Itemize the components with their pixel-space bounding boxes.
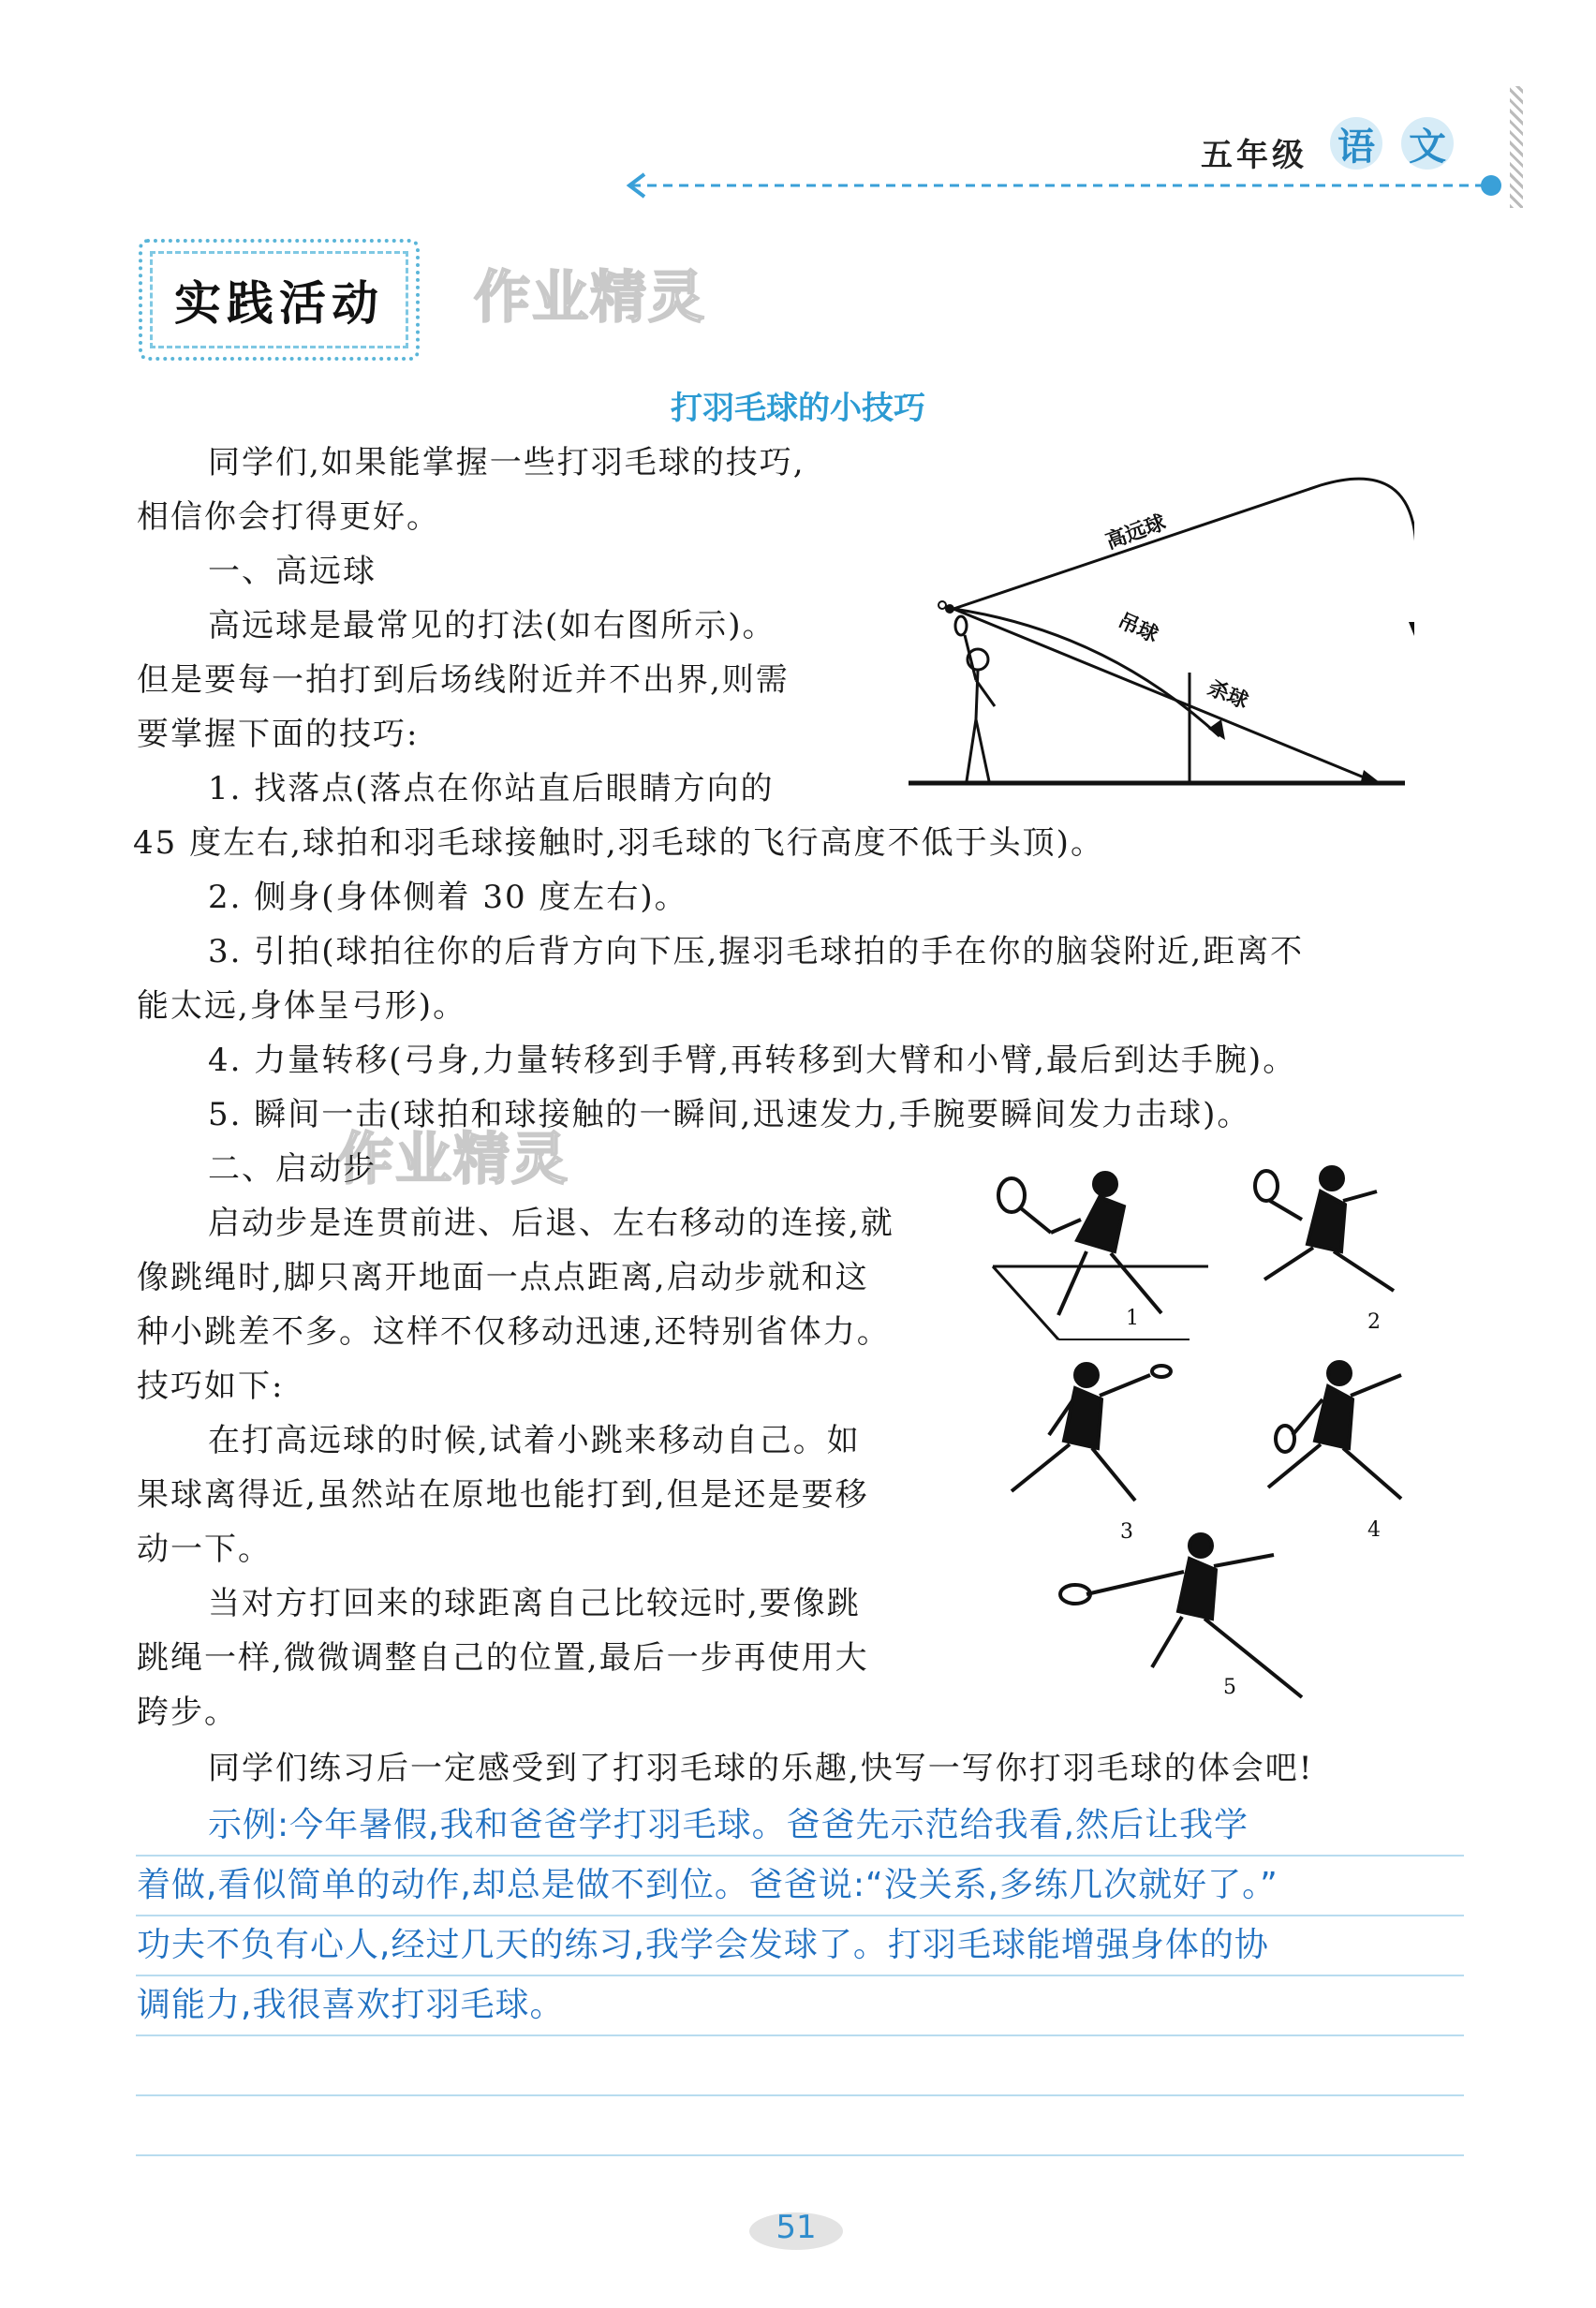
label-smash: 杀球: [1204, 676, 1251, 715]
figure-number-1: 1: [1126, 1307, 1139, 1330]
footwork-figure-1: [993, 1173, 1208, 1339]
figure-number-4: 4: [1367, 1518, 1381, 1542]
writing-rule: [136, 1915, 1464, 1916]
decorative-stripes: [1510, 86, 1523, 208]
section-heading: 二、启动步: [208, 1150, 377, 1188]
writing-rule: [136, 1975, 1464, 1976]
paragraph-line: 要掌握下面的技巧:: [137, 716, 420, 753]
label-drop: 吊球: [1114, 609, 1161, 648]
answer-line: 调能力,我很喜欢打羽毛球。: [137, 1986, 565, 2024]
figure-number-5: 5: [1223, 1676, 1236, 1699]
paragraph-line: 跳绳一样,微微调整自己的位置,最后一步再使用大: [137, 1639, 869, 1677]
label-clear: 高远球: [1102, 510, 1170, 555]
paragraph-line: 跨步。: [137, 1694, 238, 1731]
writing-rule: [136, 2094, 1464, 2096]
page-title: [0, 382, 1596, 428]
paragraph-line: 但是要每一拍打到后场线附近并不出界,则需: [137, 661, 790, 699]
paragraph-line: 3. 引拍(球拍往你的后背方向下压,握羽毛球拍的手在你的脑袋附近,距离不: [208, 933, 1305, 970]
paragraph-line: 技巧如下:: [137, 1368, 285, 1405]
paragraph-line: 启动步是连贯前进、后退、左右移动的连接,就: [208, 1205, 894, 1242]
paragraph-line: 4. 力量转移(弓身,力量转移到手臂,再转移到大臂和小臂,最后到达手腕)。: [208, 1042, 1297, 1079]
paragraph-line: 果球离得近,虽然站在原地也能打到,但是还是要移: [137, 1476, 869, 1514]
activity-badge: 实践活动: [150, 251, 408, 348]
paragraph-line: 动一下。: [137, 1531, 272, 1568]
page-number: 51: [776, 2209, 817, 2246]
subject-char-2: 文: [1401, 117, 1454, 170]
footwork-figure-5: [1060, 1534, 1302, 1697]
answer-line: 功夫不负有心人,经过几天的练习,我学会发球了。打羽毛球能增强身体的协: [137, 1926, 1269, 1964]
footwork-figure-2: [1255, 1167, 1394, 1291]
paragraph-line: 1. 找落点(落点在你站直后眼睛方向的: [208, 770, 775, 807]
page-title-text: 打羽毛球的小技巧: [671, 390, 925, 427]
footwork-figure-4: [1268, 1362, 1401, 1499]
grade-label: 五年级: [1201, 137, 1308, 174]
writing-prompt: 同学们练习后一定感受到了打羽毛球的乐趣,快写一写你打羽毛球的体会吧!: [208, 1750, 1314, 1787]
paragraph-line: 像跳绳时,脚只离开地面一点点距离,启动步就和这: [137, 1259, 869, 1296]
player-figure: [955, 616, 995, 781]
footwork-figures: [983, 1154, 1470, 1709]
writing-rule: [136, 1855, 1464, 1857]
paragraph-line: 能太远,身体呈弓形)。: [137, 987, 467, 1025]
paragraph-line: 5. 瞬间一击(球拍和球接触的一瞬间,迅速发力,手腕要瞬间发力击球)。: [208, 1096, 1251, 1133]
paragraph-line: 当对方打回来的球距离自己比较远时,要像跳: [208, 1585, 861, 1622]
paragraph-line: 高远球是最常见的打法(如右图所示)。: [208, 607, 776, 644]
figure-number-2: 2: [1367, 1310, 1381, 1334]
badminton-trajectory-diagram: [909, 448, 1414, 794]
writing-rule: [136, 2154, 1464, 2156]
paragraph-line: 在打高远球的时候,试着小跳来移动自己。如: [208, 1422, 861, 1459]
paragraph-line: 种小跳差不多。这样不仅移动迅速,还特别省体力。: [137, 1313, 891, 1351]
footwork-figure-3: [1012, 1364, 1171, 1501]
paragraph-line: 相信你会打得更好。: [137, 498, 440, 536]
figure-number-3: 3: [1120, 1520, 1133, 1544]
paragraph-line: 2. 侧身(身体侧着 30 度左右)。: [208, 879, 688, 916]
writing-rule: [136, 2034, 1464, 2036]
paragraph-line: 同学们,如果能掌握一些打羽毛球的技巧,: [208, 444, 805, 481]
subject-char-1: 语: [1330, 117, 1382, 170]
answer-line: 着做,看似简单的动作,却总是做不到位。爸爸说:“没关系,多练几次就好了。”: [137, 1866, 1278, 1904]
header-dashed-arrow: [618, 169, 1508, 202]
answer-line: 示例:今年暑假,我和爸爸学打羽毛球。爸爸先示范给我看,然后让我学: [208, 1806, 1249, 1844]
section-heading: 一、高远球: [208, 553, 377, 590]
paragraph-line: 45 度左右,球拍和羽毛球接触时,羽毛球的飞行高度不低于头顶)。: [133, 824, 1104, 862]
watermark-middle: 作业精灵: [337, 1127, 569, 1192]
watermark-top: 作业精灵: [474, 265, 706, 331]
